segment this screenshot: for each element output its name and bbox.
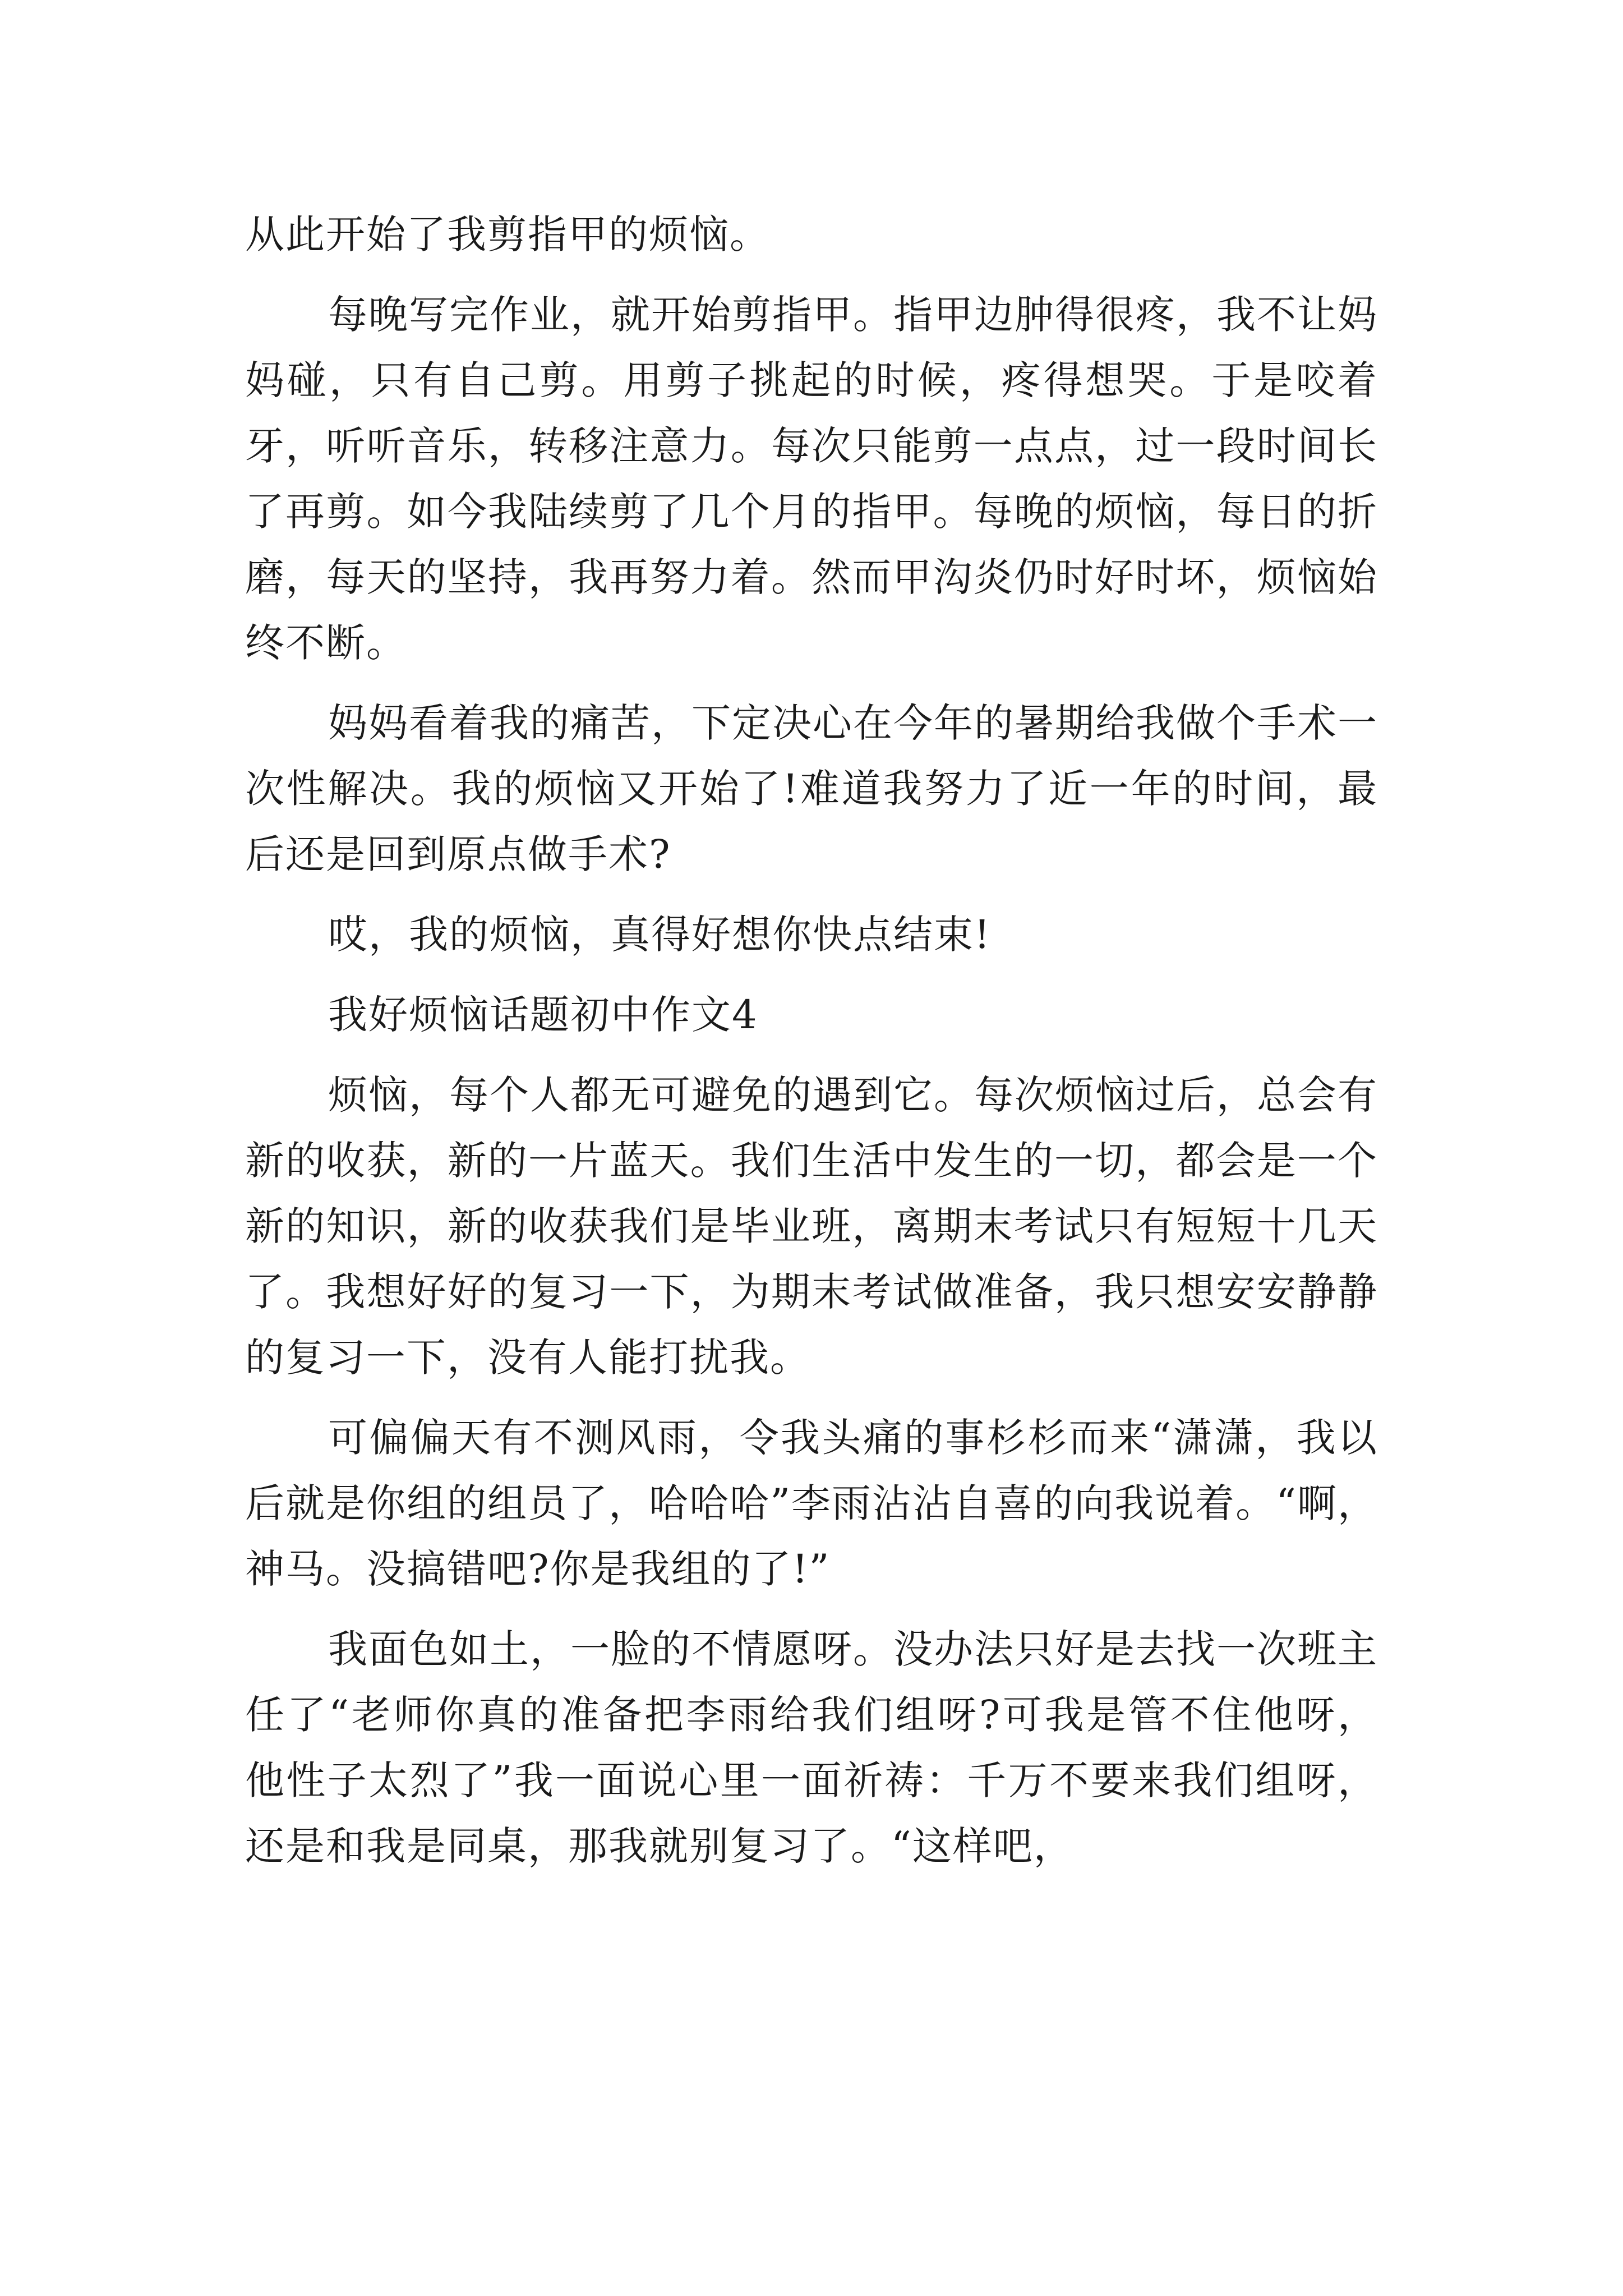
paragraph-4: 哎，我的烦恼，真得好想你快点结束! xyxy=(328,912,992,958)
section-heading: 我好烦恼话题初中作文4 xyxy=(328,992,758,1038)
paragraph-6: 可偏偏天有不测风雨，令我头痛的事杉杉而来“潇潇，我以后就是你组的组员了，哈哈哈”李雨沾沾自喜的向我说着。“啊，神马。没搞错吧?你是我组的了!” xyxy=(245,1415,1378,1592)
paragraph-2: 每晚写完作业，就开始剪指甲。指甲边肿得很疼，我不让妈妈碰，只有自己剪。用剪子挑起的时候，疼得想哭。于是咬着牙，听听音乐，转移注意力。每次只能剪一点点，过一段时间长了再剪。如今我陆续剪了几个月的指甲。每晚的烦恼，每日的折磨，每天的坚持，我再努力着。然而甲沟炎仍时好时坏，烦恼始终不断。 xyxy=(245,292,1378,666)
document-body xyxy=(245,202,1378,1894)
paragraph-1: 从此开始了我剪指甲的烦恼。 xyxy=(245,211,770,257)
paragraph-7: 我面色如土，一脸的不情愿呀。没办法只好是去找一次班主任了“老师你真的准备把李雨给我们组呀?可我是管不住他呀，他性子太烈了”我一面说心里一面祈祷：千万不要来我们组呀，还是和我是同桌，那我就别复习了。“这样吧， xyxy=(245,1626,1378,1869)
paragraph-5: 烦恼，每个人都无可避免的遇到它。每次烦恼过后，总会有新的收获，新的一片蓝天。我们生活中发生的一切，都会是一个新的知识，新的收获我们是毕业班，离期末考试只有短短十几天了。我想好好的复习一下，为期末考试做准备，我只想安安静静的复习一下，没有人能打扰我。 xyxy=(245,1072,1378,1381)
paragraph-3: 妈妈看着我的痛苦，下定决心在今年的暑期给我做个手术一次性解决。我的烦恼又开始了!难道我努力了近一年的时间，最后还是回到原点做手术? xyxy=(245,700,1378,877)
